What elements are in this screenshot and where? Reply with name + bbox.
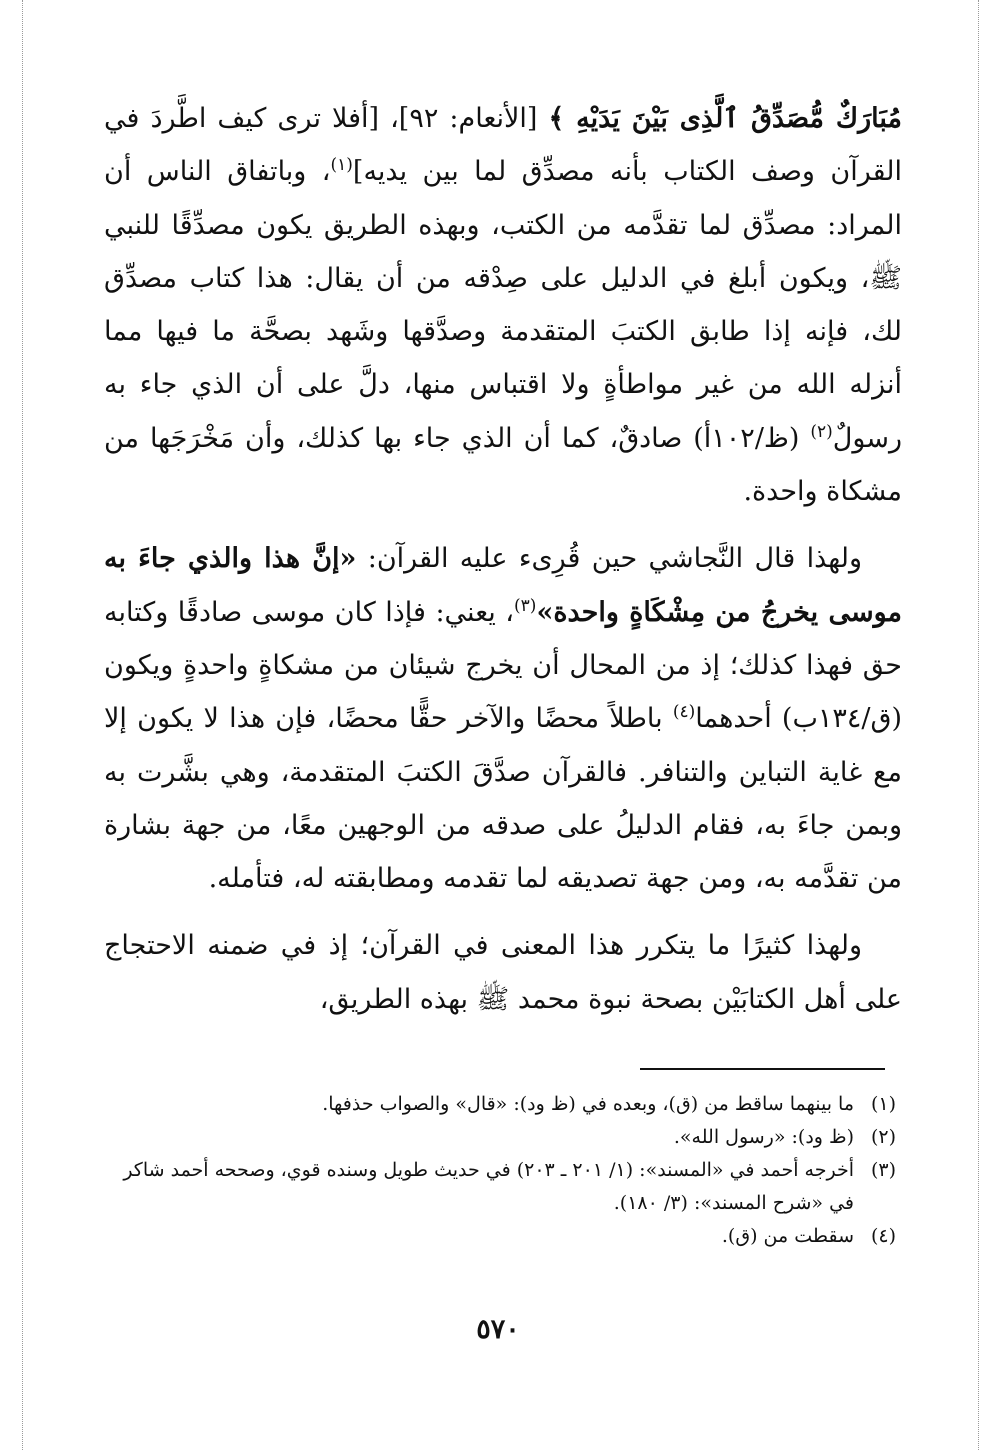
footnote-text: أخرجه أحمد في «المسند»: (١/ ٢٠١ ـ ٢٠٣) في حديث طويل وسنده قوي، وصححه أحمد شاكر في «شرح المسند»: (٣/ ١٨٠). — [123, 1159, 854, 1214]
footnote-number: (٣) — [870, 1159, 896, 1181]
paragraph-1 — [104, 92, 902, 518]
paragraph-2-part-2: ، يعني: فإذا كان موسى صادقًا وكتابه حق فهذا كذلك؛ إذ من المحال أن يخرج شيئان من مشكاةٍ واحدةٍ ويكون (ق/١٣٤ب) أحدهما — [104, 596, 902, 735]
najashi-quote: «إنَّ هذا والذي جاءَ به موسى يخرجُ من مِشْكَاةٍ واحدة» — [104, 543, 903, 628]
page-edge-right — [978, 0, 979, 1450]
paragraph-3 — [104, 919, 902, 1026]
paragraph-1-part-2: ، وباتفاق الناس أن المراد: مصدِّق لما تقدَّمه من الكتب، وبهذه الطريق يكون مصدِّقًا للنبي ﷺ، ويكون أبلغ في الدليل على صِدْقه من أن يقال: هذا كتاب مصدِّق لك، فإنه إذا طابق الكتبَ المتقدمة وصدَّقها وشَهد بصحَّة ما فيها مما أنزله الله من غير مواطأةٍ ولا اقتباس منها، دلَّ على أن الذي جاء به رسولٌ — [104, 156, 902, 454]
footnote-divider — [640, 1068, 885, 1070]
page-edge-left — [22, 0, 23, 1450]
footnote-text: ما بينهما ساقط من (ق)، وبعده في (ظ ود): «قال» والصواب حذفها. — [322, 1093, 854, 1115]
footnote-number: (٢) — [870, 1126, 896, 1148]
footnote-number: (٤) — [870, 1225, 896, 1247]
footnote-1 — [118, 1088, 896, 1121]
footnotes — [118, 1088, 896, 1253]
paragraph-3-text: ولهذا كثيرًا ما يتكرر هذا المعنى في القرآن؛ إذ في ضمنه الاحتجاج على أهل الكتابَيْن بصحة نبوة محمد ﷺ بهذه الطريق، — [104, 930, 902, 1015]
main-text — [104, 92, 902, 1026]
footnote-4 — [118, 1220, 896, 1253]
footnote-ref-3: (٣) — [514, 595, 537, 616]
footnote-ref-1: (١) — [330, 155, 353, 176]
footnote-2 — [118, 1121, 896, 1154]
paragraph-2 — [104, 532, 902, 905]
footnote-text: (ظ ود): «رسول الله». — [673, 1126, 854, 1148]
footnote-3 — [118, 1154, 896, 1220]
footnote-number: (١) — [870, 1093, 896, 1115]
footnote-text: سقطت من (ق). — [721, 1225, 854, 1247]
page-number: ٥٧٠ — [476, 1314, 520, 1345]
paragraph-2-part-3: باطلاً محضًا والآخر حقًّا محضًا، فإن هذا لا يكون إلا مع غاية التباين والتنافر. فالقرآن صدَّقَ الكتبَ المتقدمة، وهي بشَّرت به وبمن جاءَ به، فقام الدليلُ على صدقه من الوجهين معًا، من جهة بشارة من تقدَّمه به، ومن جهة تصديقه لما تقدمه ومطابقته له، فتأمله. — [104, 703, 902, 895]
footnote-ref-4: (٤) — [672, 702, 696, 723]
paragraph-1-part-1: [الأنعام: ٩٢]، [أفلا ترى كيف اطَّردَ في القرآن وصف الكتاب بأنه مصدِّق لما بين يديه] — [104, 103, 902, 188]
paragraph-1-part-3: (ظ/١٠٢أ) صادقٌ، كما أن الذي جاء بها كذلك، وأن مَخْرَجَها من مشكاة واحدة. — [104, 422, 902, 508]
quran-verse: مُبَارَكٌ مُّصَدِّقُ ٱلَّذِى بَيْنَ يَدَيْهِ ﴾ — [548, 103, 902, 134]
footnote-ref-2: (٢) — [810, 421, 833, 442]
paragraph-2-part-1: ولهذا قال النَّجاشي حين قُرِىء عليه القرآن: — [356, 543, 862, 575]
